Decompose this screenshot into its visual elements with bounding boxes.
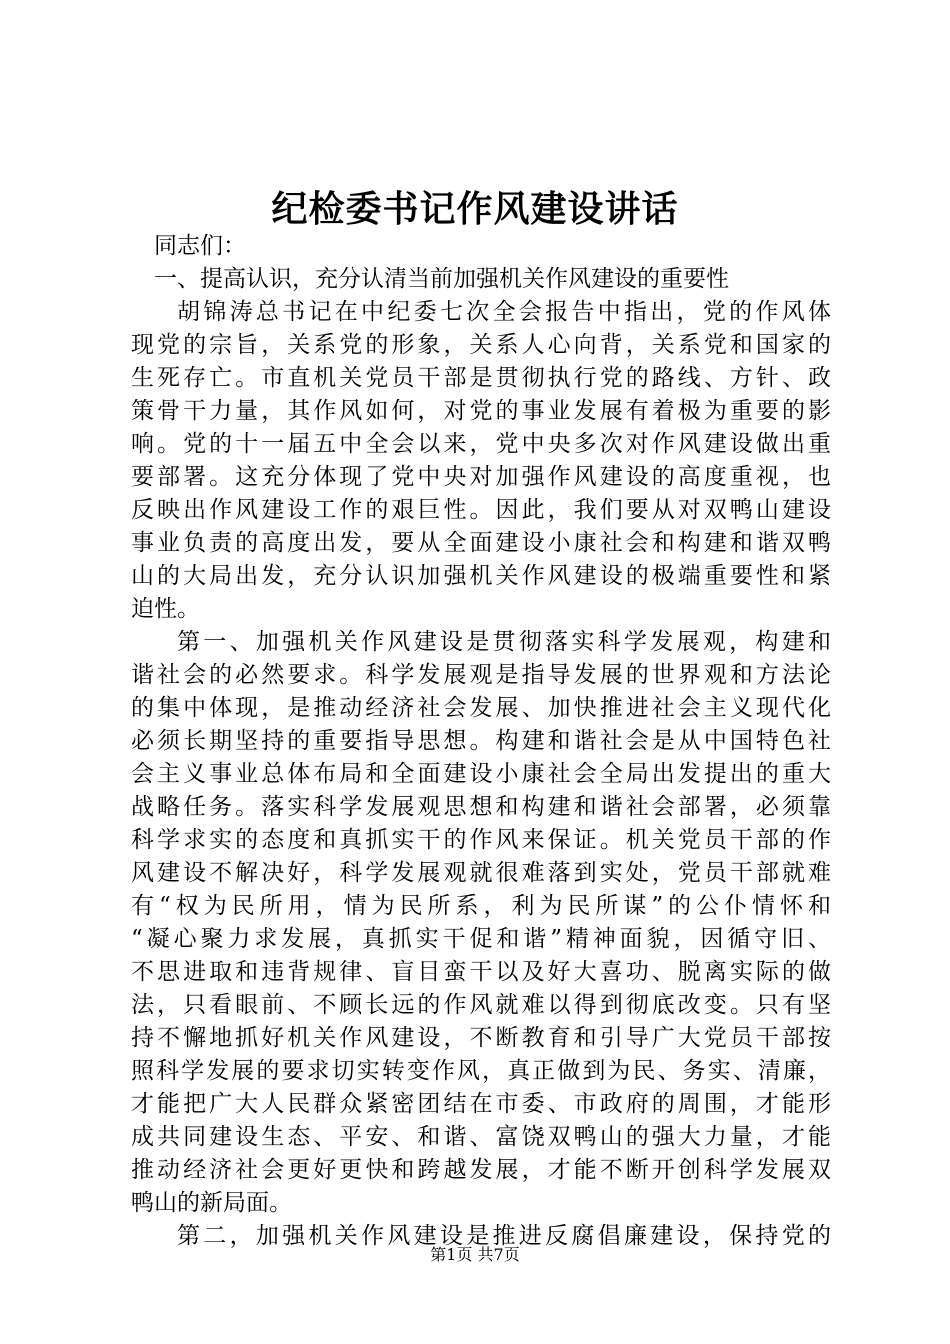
paragraph-line: 战略任务。落实科学发展观思想和构建和谐社会部署，必须靠 [131,794,831,820]
paragraph-line: 现党的宗旨，关系党的形象，关系人心向背，关系党和国家的 [131,332,831,358]
paragraph-line: 反映出作风建设工作的艰巨性。因此，我们要从对双鸭山建设 [131,497,831,523]
paragraph-line: 成共同建设生态、平安、和谐、富饶双鸭山的强大力量，才能 [131,1124,831,1150]
paragraph-line: 不思进取和违背规律、盲目蛮干以及好大喜功、脱离实际的做 [131,959,831,985]
page-footer: 第1页 共7页 [430,1245,520,1264]
paragraph-line: 第二，加强机关作风建设是推进反腐倡廉建设，保持党的 [177,1223,831,1249]
paragraph-line: 风建设不解决好，科学发展观就很难落到实处，党员干部就难 [131,860,831,886]
paragraph-line: 的集中体现，是推动经济社会发展、加快推进社会主义现代化 [131,695,831,721]
paragraph-line: 第一、加强机关作风建设是贯彻落实科学发展观，构建和 [177,629,831,655]
paragraph-line: 生死存亡。市直机关党员干部是贯彻执行党的路线、方针、政 [131,365,831,391]
document-title: 纪检委书记作风建设讲话 [271,188,679,230]
paragraph-line: 谐社会的必然要求。科学发展观是指导发展的世界观和方法论 [131,662,831,688]
paragraph-line: 有“权为民所用，情为民所系，利为民所谋”的公仆情怀和 [131,893,831,919]
paragraph-line: 持不懈地抓好机关作风建设，不断教育和引导广大党员干部按 [131,1025,831,1051]
paragraph-line: 山的大局出发，充分认识加强机关作风建设的极端重要性和紧 [131,563,831,589]
paragraph-line: 必须长期坚持的重要指导思想。构建和谐社会是从中国特色社 [131,728,831,754]
paragraph-line: 会主义事业总体布局和全面建设小康社会全局出发提出的重大 [131,761,831,787]
paragraph-line: 科学求实的态度和真抓实干的作风来保证。机关党员干部的作 [131,827,831,853]
paragraph-line: 才能把广大人民群众紧密团结在市委、市政府的周围，才能形 [131,1091,831,1117]
paragraph-line: 迫性。 [131,596,200,622]
paragraph-line: 要部署。这充分体现了党中央对加强作风建设的高度重视，也 [131,464,831,490]
paragraph-line: “凝心聚力求发展，真抓实干促和谐”精神面貌，因循守旧、 [131,926,831,952]
salutation-line: 同志们： [154,233,246,259]
paragraph-line: 推动经济社会更好更快和跨越发展，才能不断开创科学发展双 [131,1157,831,1183]
paragraph-line: 策骨干力量，其作风如何，对党的事业发展有着极为重要的影 [131,398,831,424]
paragraph-line: 鸭山的新局面。 [131,1190,292,1216]
section-heading: 一、提高认识，充分认清当前加强机关作风建设的重要性 [154,266,729,292]
paragraph-line: 响。党的十一届五中全会以来，党中央多次对作风建设做出重 [131,431,831,457]
paragraph-line: 胡锦涛总书记在中纪委七次全会报告中指出，党的作风体 [177,299,831,325]
paragraph-line: 照科学发展的要求切实转变作风，真正做到为民、务实、清廉， [131,1058,831,1084]
paragraph-line: 法，只看眼前、不顾长远的作风就难以得到彻底改变。只有坚 [131,992,831,1018]
paragraph-line: 事业负责的高度出发，要从全面建设小康社会和构建和谐双鸭 [131,530,831,556]
document-body [131,230,831,1253]
